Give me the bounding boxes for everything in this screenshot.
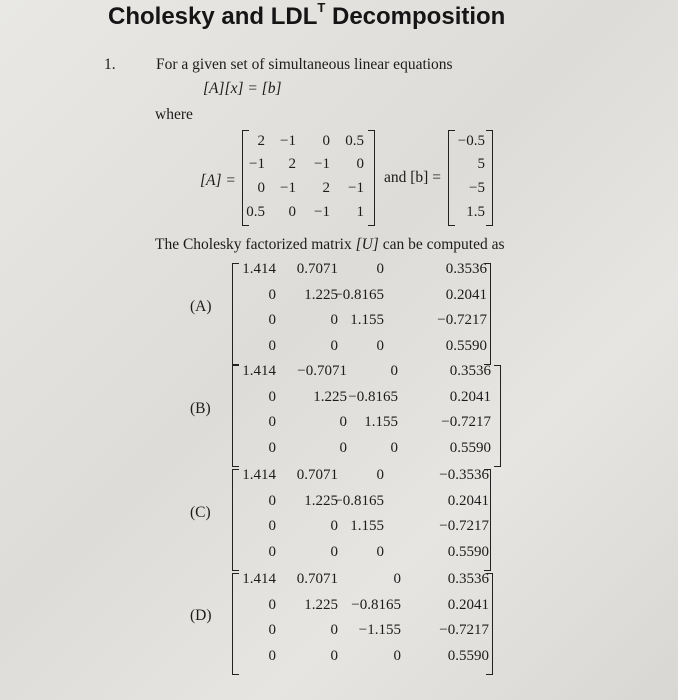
option-matrix-cell: 0.3536	[449, 363, 491, 379]
option-matrix-cell: 1.414	[242, 261, 276, 277]
a-matrix-cell: 2	[288, 156, 296, 172]
option-matrix-cell: 0	[330, 518, 338, 534]
option-matrix-cell: 1.414	[242, 467, 276, 483]
a-matrix-cell: 0	[257, 180, 265, 196]
option-matrix-cell: 0	[268, 492, 276, 509]
option-matrix-cell: 0	[268, 596, 276, 613]
option-matrix-cell: 0	[268, 647, 276, 664]
b-vector-cell: 5	[477, 156, 485, 172]
option-matrix-cell: 0.5590	[447, 543, 489, 560]
option-matrix-cell: 0.7071	[296, 571, 338, 587]
a-matrix-cell: 2	[257, 133, 265, 149]
option-matrix-cell: 0	[330, 647, 338, 664]
option-matrix-cell: 1.155	[350, 518, 384, 534]
a-matrix-cell: 0.5	[246, 204, 265, 220]
option-matrix-cell: −0.7217	[437, 312, 487, 328]
option-matrix-cell: 0.3536	[447, 571, 489, 587]
matrix-left-bracket	[448, 130, 455, 226]
option-matrix-cell: 1.225	[304, 492, 338, 509]
a-matrix-cell: 1	[356, 204, 364, 220]
option-matrix-cell: 1.414	[242, 363, 276, 379]
a-matrix-cell: −1	[314, 204, 330, 220]
matrix-right-bracket	[484, 263, 491, 365]
option-matrix-cell: 0.2041	[447, 596, 489, 613]
option-matrix-cell: 0	[268, 622, 276, 638]
option-matrix-cell: −1.155	[358, 622, 401, 638]
option-matrix-cell: 0	[376, 543, 384, 560]
option-matrix-cell: 0	[393, 571, 401, 587]
option-matrix-cell: 1.155	[364, 414, 398, 430]
option-matrix-cell: 0	[330, 543, 338, 560]
matrix-right-bracket	[484, 469, 491, 571]
option-matrix-cell: 1.225	[304, 596, 338, 613]
option-matrix-cell: 0	[376, 337, 384, 354]
equation: [A][x] = [b]	[203, 80, 282, 97]
matrix-left-bracket	[232, 365, 239, 467]
option-matrix-cell: 0	[330, 312, 338, 328]
option-matrix-cell: −0.8165	[348, 388, 398, 405]
option-matrix-cell: −0.7217	[441, 414, 491, 430]
question-text: For a given set of simultaneous linear equations	[156, 56, 453, 73]
option-matrix-cell: 1.225	[313, 388, 347, 405]
page-title: Cholesky and $LDL^T$ Decomposition	[108, 0, 506, 30]
a-matrix-label: [A] =	[200, 172, 236, 189]
a-matrix-cell: 0	[288, 204, 296, 220]
and-b-label: and [b] =	[384, 169, 441, 186]
option-matrix-cell: −0.7217	[439, 518, 489, 534]
b-vector-cell: −5	[469, 180, 485, 196]
option-matrix-cell: 1.414	[242, 571, 276, 587]
option-matrix-cell: 0.3536	[445, 261, 487, 277]
a-matrix-cell: 2	[322, 180, 330, 196]
option-matrix-cell: 0	[330, 337, 338, 354]
option-matrix-cell: 0	[390, 363, 398, 379]
cholesky-prompt: The Cholesky factorized matrix [U] can be computed as	[155, 236, 505, 253]
option-matrix-cell: −0.7217	[439, 622, 489, 638]
b-vector-cell: 1.5	[466, 204, 485, 220]
option-matrix-cell: 0	[376, 467, 384, 483]
matrix-left-bracket	[232, 573, 239, 675]
matrix-left-bracket	[232, 469, 239, 571]
a-matrix-cell: −1	[314, 156, 330, 172]
a-matrix-cell: −1	[348, 180, 364, 196]
option-matrix-cell: 0.5590	[447, 647, 489, 664]
option-matrix-cell: −0.8165	[334, 492, 384, 509]
option-matrix-cell: −0.3536	[439, 467, 489, 483]
option-matrix-cell: 0	[376, 261, 384, 277]
option-matrix-cell: 0	[393, 647, 401, 664]
b-vector-cell: −0.5	[457, 133, 485, 149]
option-matrix-cell: 0	[268, 312, 276, 328]
matrix-left-bracket	[232, 263, 239, 365]
option-matrix-cell: −0.7071	[297, 363, 347, 379]
option-matrix-cell: −0.8165	[334, 286, 384, 303]
matrix-right-bracket	[486, 130, 493, 226]
a-matrix-cell: 0	[356, 156, 364, 172]
option-matrix-cell: 0	[390, 439, 398, 456]
a-matrix-cell: 0	[322, 133, 330, 149]
option-label[interactable]: (D)	[190, 607, 212, 624]
option-label[interactable]: (C)	[190, 504, 211, 521]
option-matrix-cell: 0	[339, 414, 347, 430]
option-matrix-cell: 0	[268, 543, 276, 560]
option-matrix-cell: 0	[268, 337, 276, 354]
option-matrix-cell: 0.5590	[449, 439, 491, 456]
a-matrix-cell: −1	[280, 133, 296, 149]
a-matrix-cell: −1	[280, 180, 296, 196]
matrix-right-bracket	[494, 365, 501, 467]
option-matrix-cell: 0.7071	[296, 261, 338, 277]
option-matrix-cell: 0.2041	[447, 492, 489, 509]
option-matrix-cell: 0	[330, 622, 338, 638]
a-matrix-cell: 0.5	[345, 133, 364, 149]
matrix-right-bracket	[486, 573, 493, 675]
option-matrix-cell: −0.8165	[351, 596, 401, 613]
matrix-left-bracket	[242, 130, 249, 226]
option-matrix-cell: 0.5590	[445, 337, 487, 354]
option-matrix-cell: 0.7071	[296, 467, 338, 483]
option-matrix-cell: 0	[268, 518, 276, 534]
option-matrix-cell: 0	[268, 414, 276, 430]
option-matrix-cell: 0	[268, 439, 276, 456]
option-matrix-cell: 0	[268, 286, 276, 303]
a-matrix-cell: −1	[249, 156, 265, 172]
where-label: where	[155, 106, 193, 123]
option-matrix-cell: 0.2041	[445, 286, 487, 303]
option-matrix-cell: 0	[339, 439, 347, 456]
question-number: 1.	[104, 56, 116, 73]
option-label[interactable]: (A)	[190, 298, 212, 315]
option-label[interactable]: (B)	[190, 400, 211, 417]
matrix-right-bracket	[368, 130, 375, 226]
option-matrix-cell: 0	[268, 388, 276, 405]
option-matrix-cell: 1.225	[304, 286, 338, 303]
option-matrix-cell: 0.2041	[449, 388, 491, 405]
option-matrix-cell: 1.155	[350, 312, 384, 328]
